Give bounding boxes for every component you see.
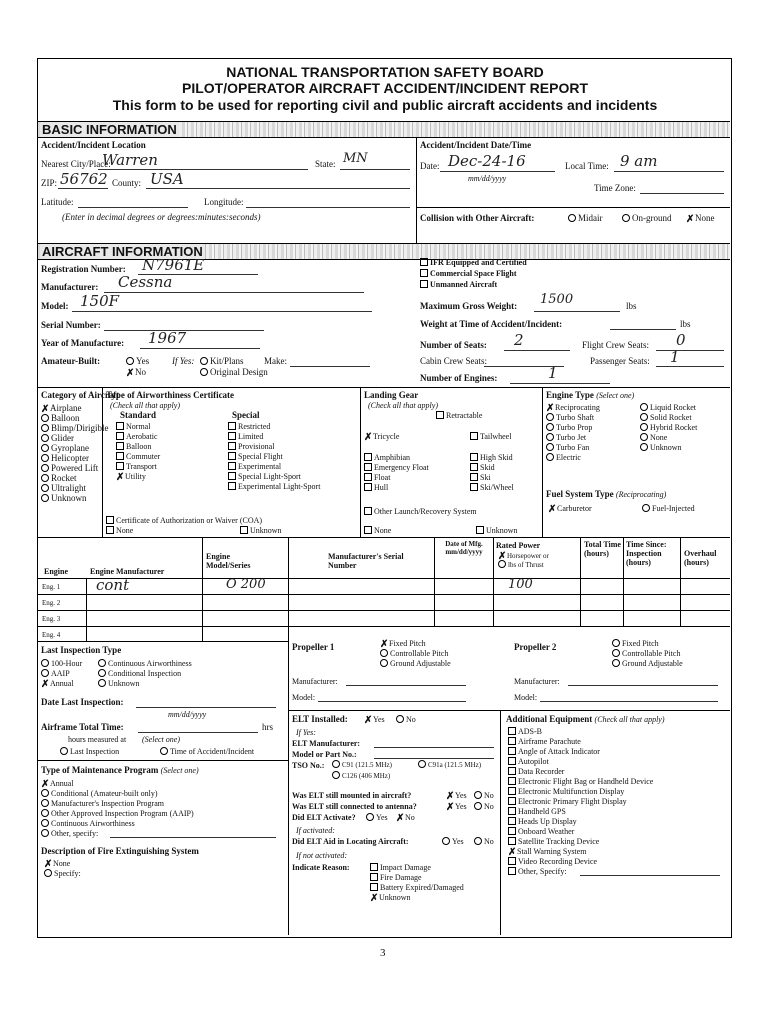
equip-autopilot[interactable]: Autopilot	[508, 756, 549, 767]
gear-unknown[interactable]: Unknown	[476, 525, 518, 536]
elt-tso-c91[interactable]: C91 (121.5 MHz)	[332, 760, 392, 771]
engine-none[interactable]: None	[640, 432, 667, 443]
elt-equipment-divider	[500, 710, 501, 935]
engine-electric[interactable]: Electric	[546, 452, 581, 463]
engine-1-rated-power[interactable]: 100	[508, 577, 533, 592]
elt-part-line	[374, 758, 494, 759]
date-format-note: mm/dd/yyyy	[468, 174, 507, 183]
equip-satellite[interactable]: Satellite Tracking Device	[508, 836, 599, 847]
collision-label: Collision with Other Aircraft:	[420, 213, 535, 223]
prop2-manufacturer-line	[568, 685, 718, 686]
manufacturer-line	[104, 292, 364, 293]
maintenance-top	[38, 760, 288, 761]
elt-tso-c91a[interactable]: C91a (121.5 MHz)	[418, 760, 481, 771]
fuel-carburetor[interactable]: ✗Carburetor	[548, 504, 592, 515]
col-overhaul: Overhaul (hours)	[684, 549, 717, 567]
engine-col-divider-8	[680, 537, 681, 626]
category-rocket[interactable]: Rocket	[41, 473, 77, 484]
collision-none[interactable]: ✗None	[686, 213, 715, 225]
maintenance-aaip[interactable]: Other Approved Inspection Program (AAIP)	[41, 808, 194, 819]
airframe-time-line	[138, 732, 258, 733]
engine-1-manufacturer[interactable]: cont	[96, 576, 130, 594]
special-exp-light-sport[interactable]: Experimental Light-Sport	[228, 481, 320, 492]
category-divider	[102, 387, 103, 537]
equipment-heading: Additional Equipment (Check all that apply)	[506, 714, 665, 724]
col-engine-model: Engine Model/Series	[206, 552, 251, 570]
elt-mounted-no[interactable]: No	[474, 790, 494, 801]
engine-col-divider-4	[434, 537, 435, 626]
coordinate-note: (Enter in decimal degrees or degrees:minutes:seconds)	[62, 212, 261, 222]
inspection-continuous[interactable]: Continuous Airworthiness	[98, 658, 192, 669]
state-label: State:	[315, 159, 336, 169]
engine-row-label-1: Eng. 1	[42, 583, 61, 591]
time-zone-line	[640, 193, 724, 194]
max-gross-value[interactable]: 1500	[540, 292, 574, 307]
category-helicopter[interactable]: Helicopter	[41, 453, 89, 464]
equip-other[interactable]: Other, Specify:	[508, 866, 567, 877]
engine-col-divider-2	[202, 537, 203, 641]
reason-battery[interactable]: Battery Expired/Damaged	[370, 882, 464, 893]
year-value[interactable]: 1967	[148, 329, 187, 347]
equip-mfd[interactable]: Electronic Multifunction Display	[508, 786, 624, 797]
collision-on-ground[interactable]: On-ground	[622, 213, 672, 224]
engine-1-model[interactable]: O 200	[226, 577, 266, 592]
state-value[interactable]: MN	[343, 151, 368, 166]
equip-ads-b[interactable]: ADS-B	[508, 726, 542, 737]
equip-parachute[interactable]: Airframe Parachute	[508, 736, 581, 747]
special-light-sport[interactable]: Special Light-Sport	[228, 471, 301, 482]
gear-emergency-float[interactable]: Emergency Float	[364, 462, 429, 473]
measured-time-of-accident[interactable]: Time of Accident/Incident	[160, 746, 254, 757]
airframe-hrs: hrs	[262, 722, 273, 732]
weight-time-unit: lbs	[680, 319, 691, 329]
engine-row-2-bottom	[38, 610, 730, 611]
engine-row-4-bottom	[38, 641, 288, 642]
special-flight[interactable]: Special Flight	[228, 451, 283, 462]
equip-video[interactable]: Video Recording Device	[508, 856, 597, 867]
zip-line	[58, 188, 108, 189]
amateur-no[interactable]: ✗No	[126, 367, 146, 379]
max-gross-label: Maximum Gross Weight:	[420, 301, 518, 311]
weight-time-label: Weight at Time of Accident/Incident:	[420, 319, 563, 329]
seats-line	[504, 350, 570, 351]
category-glider[interactable]: Glider	[41, 433, 74, 444]
serial-label: Serial Number:	[41, 320, 101, 330]
landing-gear-note: (Check all that apply)	[368, 401, 438, 410]
engine-reciprocating[interactable]: ✗Reciprocating	[546, 403, 600, 414]
local-time-value[interactable]: 9 am	[620, 152, 658, 170]
prop1-model-label: Model:	[292, 693, 316, 702]
engine-row-3-bottom	[38, 626, 730, 627]
elt-aid-label: Did ELT Aid in Locating Aircraft:	[292, 837, 409, 846]
engine-row-1-bottom	[38, 594, 730, 595]
equip-weather[interactable]: Onboard Weather	[508, 826, 574, 837]
basic-information-header: BASIC INFORMATION	[38, 121, 730, 138]
reason-fire-damage[interactable]: Fire Damage	[370, 872, 422, 883]
propeller-bottom	[288, 710, 730, 711]
standard-heading: Standard	[120, 410, 157, 420]
equip-stall-warning[interactable]: ✗Stall Warning System	[508, 847, 587, 858]
engine-turbo-jet[interactable]: Turbo Jet	[546, 432, 586, 443]
engine-row-label-4: Eng. 4	[42, 631, 61, 639]
elt-aid-no[interactable]: No	[474, 836, 494, 847]
category-blimp[interactable]: Blimp/Dirigible	[41, 423, 109, 434]
category-heading: Category of Aircraft	[41, 390, 120, 400]
coa-none[interactable]: None	[106, 525, 133, 536]
maintenance-heading: Type of Maintenance Program (Select one)	[41, 765, 199, 775]
date-last-inspection-label: Date Last Inspection:	[41, 697, 124, 707]
elt-antenna-label: Was ELT still connected to antenna?	[292, 802, 417, 811]
inspection-100-hour[interactable]: 100-Hour	[41, 658, 82, 669]
col-engine-manufacturer: Engine Manufacturer	[90, 567, 165, 576]
commercial-space-checkbox[interactable]: Commercial Space Flight	[420, 268, 517, 279]
prop2-model-label: Model:	[514, 693, 538, 702]
local-time-line	[614, 171, 724, 172]
county-label: County:	[112, 178, 142, 188]
standard-aerobatic[interactable]: Aerobatic	[116, 431, 158, 442]
maintenance-other[interactable]: Other, specify:	[41, 828, 98, 839]
elt-reason-label: Indicate Reason:	[292, 863, 350, 872]
equip-other-line	[580, 875, 720, 876]
prop1-manufacturer-line	[346, 685, 466, 686]
seats-value[interactable]: 2	[514, 331, 524, 349]
airframe-time-label: Airframe Total Time:	[41, 722, 124, 732]
reason-impact-damage[interactable]: Impact Damage	[370, 862, 431, 873]
inspection-conditional[interactable]: Conditional Inspection	[98, 668, 181, 679]
make-line	[290, 366, 370, 367]
equip-pfd[interactable]: Electronic Primary Flight Display	[508, 796, 627, 807]
gear-high-skid[interactable]: High Skid	[470, 452, 513, 463]
registration-label: Registration Number:	[41, 264, 126, 274]
elt-aid-yes[interactable]: Yes	[442, 836, 464, 847]
title-line-2: PILOT/OPERATOR AIRCRAFT ACCIDENT/INCIDENT REPORT	[182, 80, 588, 96]
engine-row-label-2: Eng. 2	[42, 599, 61, 607]
gear-tailwheel[interactable]: Tailwheel	[470, 431, 511, 442]
engine-col-divider-3	[288, 537, 289, 641]
engine-col-divider-6	[580, 537, 581, 626]
elt-mounted-yes[interactable]: ✗Yes	[446, 791, 467, 802]
airworthiness-note: (Check all that apply)	[110, 401, 180, 410]
engine-col-divider-1	[86, 578, 87, 641]
city-label: Nearest City/Place:	[41, 159, 111, 169]
seats-label: Number of Seats:	[420, 340, 487, 350]
propeller-1-heading: Propeller 1	[292, 642, 335, 652]
elt-antenna-yes[interactable]: ✗Yes	[446, 802, 467, 813]
fire-system-heading: Description of Fire Extinguishing System	[41, 846, 199, 856]
rated-horsepower[interactable]: ✗Horsepower or	[498, 551, 549, 562]
amateur-if-yes: If Yes:	[172, 356, 195, 366]
inspection-unknown[interactable]: Unknown	[98, 678, 140, 689]
elt-manufacturer-label: ELT Manufacturer:	[292, 739, 361, 748]
engines-label: Number of Engines:	[420, 373, 498, 383]
gear-hull[interactable]: Hull	[364, 482, 388, 493]
engine-turbo-shaft[interactable]: Turbo Shaft	[546, 412, 594, 423]
category-band-top	[38, 387, 730, 388]
gear-other-launch[interactable]: Other Launch/Recovery System	[364, 506, 477, 517]
col-since-inspection: Time Since: Inspection (hours)	[626, 540, 667, 567]
gear-ski-wheel[interactable]: Ski/Wheel	[470, 482, 514, 493]
city-line	[98, 169, 308, 170]
prop1-controllable-pitch[interactable]: Controllable Pitch	[380, 648, 448, 659]
landing-divider	[542, 387, 543, 537]
maintenance-conditional[interactable]: Conditional (Amateur-built only)	[41, 788, 158, 799]
category-balloon[interactable]: Balloon	[41, 413, 80, 424]
gear-none[interactable]: None	[364, 525, 391, 536]
unmanned-checkbox[interactable]: Unmanned Aircraft	[420, 279, 497, 290]
inspection-aaip[interactable]: AAIP	[41, 668, 70, 679]
date-last-inspection-format: mm/dd/yyyy	[168, 710, 207, 719]
equip-aoa[interactable]: Angle of Attack Indicator	[508, 746, 600, 757]
page-number: 3	[380, 947, 386, 959]
prop1-ground-adjustable[interactable]: Ground Adjustable	[380, 658, 451, 669]
passenger-label: Passenger Seats:	[590, 356, 650, 366]
kit-plans-option[interactable]: Kit/Plans	[200, 356, 244, 367]
fuel-injected[interactable]: Fuel-Injected	[642, 503, 695, 514]
inspection-type-heading: Last Inspection Type	[41, 645, 122, 655]
aircraft-information-header: AIRCRAFT INFORMATION	[38, 243, 730, 260]
model-value[interactable]: 150F	[80, 292, 120, 310]
prop1-fixed-pitch[interactable]: ✗Fixed Pitch	[380, 639, 426, 650]
title-line-3: This form to be used for reporting civil and public aircraft accidents and incidents	[112, 97, 658, 113]
time-zone-label: Time Zone:	[594, 183, 636, 193]
col-rated-power: Rated Power	[496, 541, 541, 550]
date-last-inspection-line	[136, 707, 276, 708]
flight-crew-line	[656, 350, 724, 351]
latitude-label: Latitude:	[41, 197, 74, 207]
elt-antenna-no[interactable]: No	[474, 801, 494, 812]
passenger-line	[656, 366, 724, 367]
elt-activate-yes[interactable]: Yes	[366, 812, 388, 823]
elt-tso-c126[interactable]: C126 (406 MHz)	[332, 771, 390, 782]
category-ultralight[interactable]: Ultralight	[41, 483, 86, 494]
elt-if-yes: If Yes:	[296, 728, 316, 737]
elt-activate-no[interactable]: ✗No	[396, 813, 415, 824]
landing-gear-heading: Landing Gear	[364, 390, 419, 400]
equip-handheld-gps[interactable]: Handheld GPS	[508, 806, 566, 817]
elt-if-activated: If activated:	[296, 826, 335, 835]
latitude-line	[78, 207, 188, 208]
amateur-yes[interactable]: Yes	[126, 356, 149, 367]
elt-activate-label: Did ELT Activate?	[292, 813, 356, 822]
engine-col-divider-5	[493, 537, 494, 626]
special-limited[interactable]: Limited	[228, 431, 263, 442]
coa-checkbox[interactable]: Certificate of Authorization or Waiver (COA)	[106, 515, 262, 526]
fire-specify[interactable]: Specify:	[44, 868, 81, 879]
certificate-divider	[360, 387, 361, 537]
col-engine: Engine	[44, 567, 69, 576]
standard-transport[interactable]: Transport	[116, 461, 157, 472]
engine-solid-rocket[interactable]: Solid Rocket	[640, 412, 692, 423]
original-design-option[interactable]: Original Design	[200, 367, 268, 378]
engine-table-top	[38, 537, 730, 538]
elt-manufacturer-line	[374, 747, 494, 748]
longitude-label: Longitude:	[204, 197, 244, 207]
equip-data-recorder[interactable]: Data Recorder	[508, 766, 564, 777]
model-line	[72, 311, 372, 312]
date-label: Date:	[420, 161, 440, 171]
year-line	[140, 348, 260, 349]
elt-part-label: Model or Part No.:	[292, 750, 357, 759]
engine-turbo-prop[interactable]: Turbo Prop	[546, 422, 592, 433]
gear-float[interactable]: Float	[364, 472, 390, 483]
col-serial-number: Manufacturer's Serial Number	[328, 552, 404, 570]
airworthiness-heading: Type of Airworthiness Certificate	[106, 390, 235, 400]
prop2-controllable-pitch[interactable]: Controllable Pitch	[612, 648, 680, 659]
special-heading: Special	[232, 410, 260, 420]
prop2-model-line	[540, 701, 718, 702]
gear-skid[interactable]: Skid	[470, 462, 495, 473]
rated-thrust[interactable]: lbs of Thrust	[498, 560, 544, 571]
category-airplane[interactable]: ✗Airplane	[41, 403, 82, 415]
collision-divider	[416, 207, 730, 208]
prop2-manufacturer-label: Manufacturer:	[514, 677, 560, 686]
maintenance-annual[interactable]: ✗Annual	[41, 779, 74, 790]
prop2-ground-adjustable[interactable]: Ground Adjustable	[612, 658, 683, 669]
zip-value[interactable]: 56762	[60, 170, 108, 188]
col-total-time: Total Time (hours)	[584, 540, 621, 558]
model-label: Model:	[41, 301, 69, 311]
engine-header-bottom	[38, 578, 730, 579]
make-label: Make:	[264, 356, 287, 366]
collision-midair[interactable]: Midair	[568, 213, 603, 224]
manufacturer-value[interactable]: Cessna	[118, 273, 173, 291]
county-line	[146, 188, 410, 189]
local-time-label: Local Time:	[565, 161, 609, 171]
elt-installed-yes[interactable]: ✗Yes	[364, 715, 385, 726]
gear-amphibian[interactable]: Amphibian	[364, 452, 410, 463]
prop1-manufacturer-label: Manufacturer:	[292, 677, 338, 686]
special-provisional[interactable]: Provisional	[228, 441, 274, 452]
engine-unknown[interactable]: Unknown	[640, 442, 682, 453]
date-line	[440, 171, 555, 172]
category-gyroplane[interactable]: Gyroplane	[41, 443, 89, 454]
standard-normal[interactable]: Normal	[116, 421, 150, 432]
engine-col-divider-7	[623, 537, 624, 626]
standard-utility[interactable]: ✗Utility	[116, 472, 146, 483]
inspection-annual[interactable]: ✗Annual	[41, 679, 74, 690]
year-label: Year of Manufacture:	[41, 338, 125, 348]
passenger-value[interactable]: 1	[670, 348, 680, 366]
standard-commuter[interactable]: Commuter	[116, 451, 160, 462]
gear-retractable[interactable]: Retractable	[436, 410, 482, 421]
hours-measured-note: (Select one)	[142, 735, 180, 744]
county-value[interactable]: USA	[150, 170, 184, 188]
gear-tricycle[interactable]: ✗Tricycle	[364, 432, 400, 443]
elt-if-not-activated: If not activated:	[296, 851, 348, 860]
basic-divider	[416, 137, 417, 244]
ifr-checkbox[interactable]: IFR Equipped and Certified	[420, 257, 527, 268]
weight-time-line	[610, 329, 676, 330]
reason-unknown[interactable]: ✗Unknown	[370, 893, 411, 904]
longitude-line	[246, 207, 410, 208]
equip-hud[interactable]: Heads Up Display	[508, 816, 577, 827]
engine-liquid-rocket[interactable]: Liquid Rocket	[640, 402, 696, 413]
elt-tso-label: TSO No.:	[292, 761, 325, 770]
zip-label: ZIP:	[41, 178, 58, 188]
elt-mounted-label: Was ELT still mounted in aircraft?	[292, 791, 412, 800]
gear-ski[interactable]: Ski	[470, 472, 491, 483]
max-gross-unit: lbs	[626, 301, 637, 311]
elt-installed-label: ELT Installed:	[292, 714, 348, 724]
prop1-model-line	[318, 701, 466, 702]
engine-turbo-fan[interactable]: Turbo Fan	[546, 442, 589, 453]
equip-efb[interactable]: Electronic Flight Bag or Handheld Device	[508, 776, 653, 787]
standard-balloon[interactable]: Balloon	[116, 441, 151, 452]
engine-type-heading: Engine Type (Select one)	[546, 390, 635, 400]
state-line	[340, 169, 410, 170]
engines-value[interactable]: 1	[548, 364, 558, 382]
engines-line	[510, 383, 610, 384]
category-powered-lift[interactable]: Powered Lift	[41, 463, 98, 474]
city-value[interactable]: Warren	[102, 151, 158, 169]
measured-last-inspection[interactable]: Last Inspection	[60, 746, 119, 757]
flight-crew-label: Flight Crew Seats:	[582, 340, 649, 350]
engine-row-label-3: Eng. 3	[42, 615, 61, 623]
lower-left-divider	[288, 641, 289, 935]
propeller-2-heading: Propeller 2	[514, 642, 557, 652]
manufacturer-label: Manufacturer:	[41, 282, 99, 292]
amateur-built-label: Amateur-Built:	[41, 356, 101, 366]
title-line-1: NATIONAL TRANSPORTATION SAFETY BOARD	[226, 64, 544, 80]
fire-none[interactable]: ✗None	[44, 859, 71, 870]
location-heading: Accident/Incident Location	[41, 140, 146, 150]
col-date-mfg: Date of Mfg. mm/dd/yyyy	[445, 540, 483, 556]
hours-measured-at: hours measured at	[68, 735, 127, 744]
flight-crew-value[interactable]: 0	[676, 331, 686, 349]
prop2-fixed-pitch[interactable]: Fixed Pitch	[612, 638, 659, 649]
date-value[interactable]: Dec-24-16	[448, 152, 526, 170]
maintenance-other-line	[110, 837, 276, 838]
max-gross-line	[534, 311, 620, 312]
registration-value[interactable]: N7961E	[142, 256, 205, 274]
engine-hybrid-rocket[interactable]: Hybrid Rocket	[640, 422, 697, 433]
fuel-system-heading: Fuel System Type (Reciprocating)	[546, 489, 667, 499]
category-unknown[interactable]: Unknown	[41, 493, 87, 504]
special-restricted[interactable]: Restricted	[228, 421, 270, 432]
special-experimental[interactable]: Experimental	[228, 461, 281, 472]
elt-installed-no[interactable]: No	[396, 714, 416, 725]
coa-unknown[interactable]: Unknown	[240, 525, 282, 536]
maintenance-continuous[interactable]: Continuous Airworthiness	[41, 818, 135, 829]
cabin-crew-label: Cabin Crew Seats:	[420, 356, 487, 366]
maintenance-manufacturer[interactable]: Manufacturer's Inspection Program	[41, 798, 164, 809]
date-time-heading: Accident/Incident Date/Time	[420, 140, 532, 150]
